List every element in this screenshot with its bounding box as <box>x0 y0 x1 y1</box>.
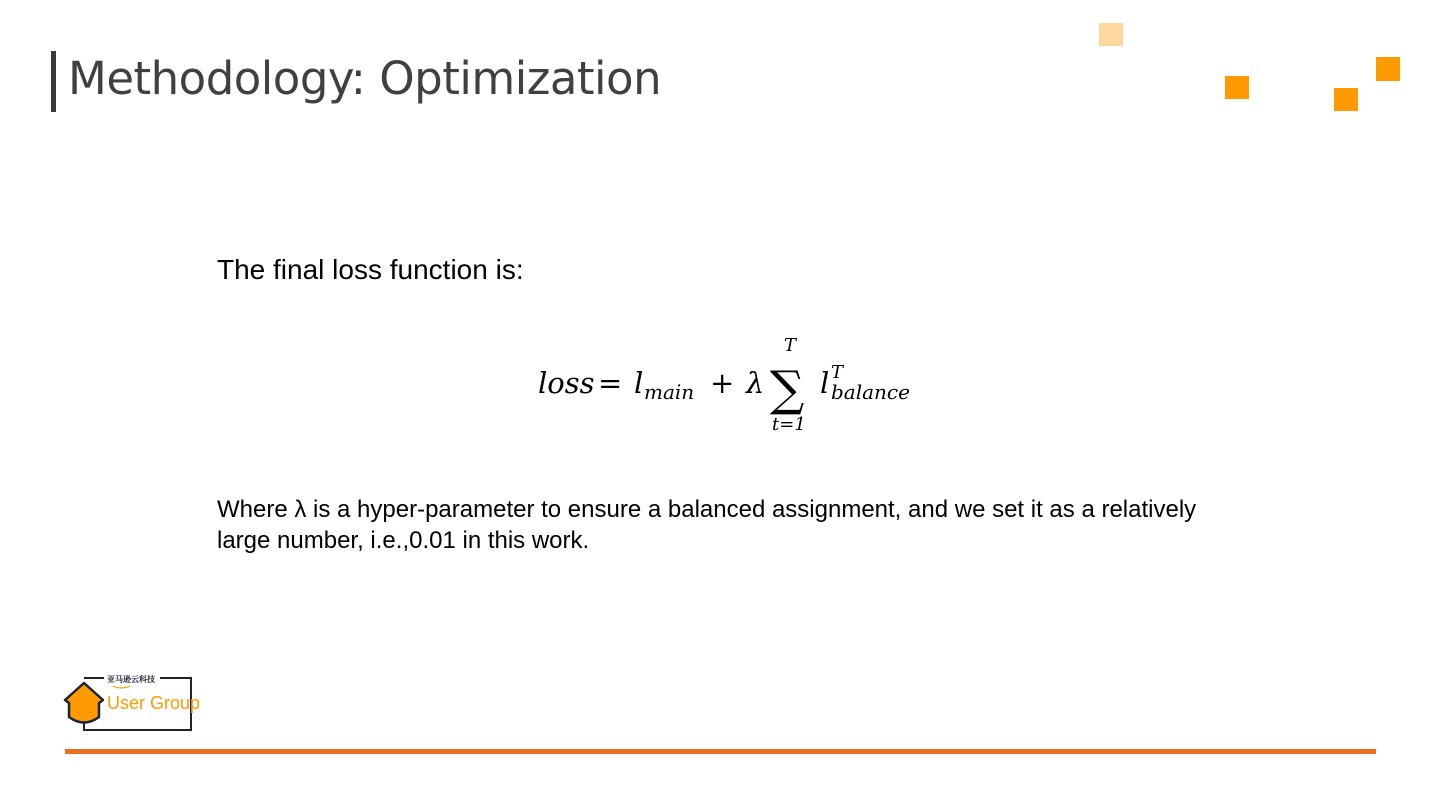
formula-sum-symbol: ∑ <box>770 361 805 417</box>
logo-smile-icon <box>113 686 130 688</box>
decor-square-light <box>1099 23 1123 46</box>
formula-equals: = <box>598 366 623 400</box>
formula-balance-subscript: balance <box>831 380 910 404</box>
formula-balance-superscript: T <box>831 362 844 383</box>
formula-l-main: l <box>634 366 644 400</box>
formula-sum-upper: T <box>784 335 797 356</box>
title-accent-bar <box>51 51 56 112</box>
formula-l-balance: l <box>820 366 830 400</box>
formula-lambda: λ <box>746 366 765 400</box>
formula-lhs: loss <box>538 366 595 400</box>
loss-formula <box>520 325 940 445</box>
decor-square-right <box>1376 57 1400 81</box>
user-group-logo <box>60 672 210 736</box>
formula-sum-lower: t=1 <box>772 414 806 435</box>
explanation-text: Where λ is a hyper-parameter to ensure a balanced assignment, and we set it as a relatively large number, i.e.,0.01 in this work. <box>217 496 1197 554</box>
formula-plus: + <box>710 366 735 400</box>
logo-house-icon <box>65 683 103 723</box>
decor-square-middle <box>1334 88 1358 111</box>
decor-square-left <box>1225 76 1249 99</box>
footer-divider <box>65 749 1376 754</box>
logo-label: User Group <box>107 693 201 713</box>
logo-top-text: 亚马逊云科技 <box>107 675 155 684</box>
formula-main-subscript: main <box>644 380 695 404</box>
intro-text: The final loss function is: <box>217 254 524 285</box>
slide-title: Methodology: Optimization <box>68 52 662 105</box>
